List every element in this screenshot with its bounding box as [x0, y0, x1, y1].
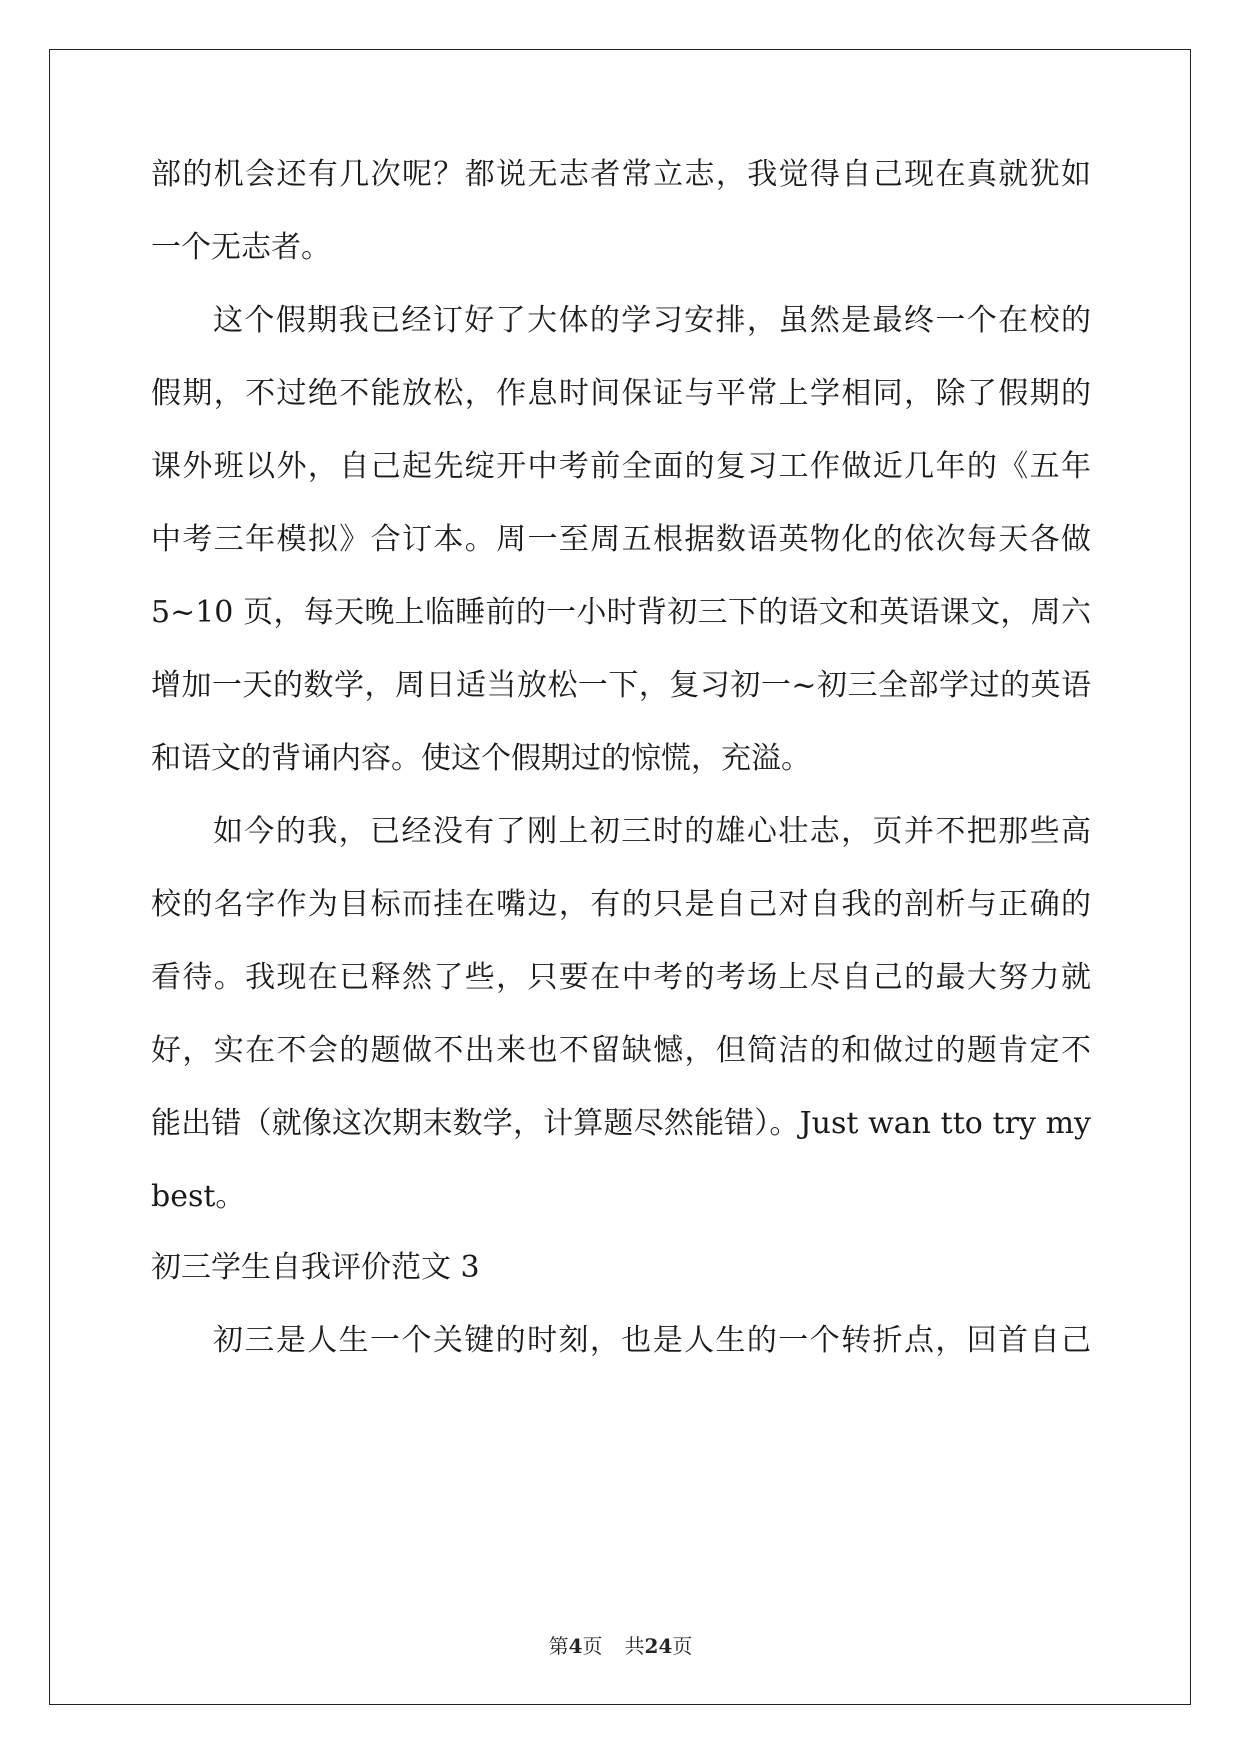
section-heading: 初三学生自我评价范文 3: [151, 1250, 480, 1285]
text-line: 一个无志者。: [151, 230, 331, 265]
text-line: 能出错（就像这次期末数学，计算题尽然能错）。Just wan tto try my: [151, 1106, 1091, 1141]
page-number: 4: [568, 1634, 583, 1658]
text-line: 部的机会还有几次呢？都说无志者常立志，我觉得自己现在真就犹如: [151, 157, 1091, 192]
text-line: 假期，不过绝不能放松，作息时间保证与平常上学相同，除了假期的: [151, 376, 1091, 411]
text-line: 和语文的背诵内容。使这个假期过的惊慌，充溢。: [151, 741, 811, 776]
footer-total-prefix: 共: [624, 1634, 645, 1658]
page-footer: [0, 1630, 1241, 1659]
text-line: 中考三年模拟》合订本。周一至周五根据数语英物化的依次每天各做: [151, 522, 1091, 557]
page-border: [49, 49, 1191, 1705]
text-line: 如今的我，已经没有了刚上初三时的雄心壮志，页并不把那些高: [213, 814, 1091, 849]
text-line: 增加一天的数学，周日适当放松一下，复习初一~初三全部学过的英语: [151, 668, 1091, 703]
footer-page-suffix: 页: [582, 1634, 603, 1658]
text-line: 看待。我现在已释然了些，只要在中考的考场上尽自己的最大努力就: [151, 960, 1091, 995]
footer-total-suffix: 页: [672, 1634, 693, 1658]
text-line: 校的名字作为目标而挂在嘴边，有的只是自己对自我的剖析与正确的: [151, 887, 1091, 922]
text-line: 5~10 页，每天晚上临睡前的一小时背初三下的语文和英语课文，周六: [151, 595, 1091, 630]
text-line: 初三是人生一个关键的时刻，也是人生的一个转折点，回首自己: [213, 1323, 1091, 1358]
text-line: 课外班以外，自己起先绽开中考前全面的复习工作做近几年的《五年: [151, 449, 1091, 484]
text-line: 这个假期我已经订好了大体的学习安排，虽然是最终一个在校的: [213, 303, 1091, 338]
total-pages: 24: [644, 1634, 673, 1658]
footer-prefix: 第: [548, 1634, 569, 1658]
text-line: best。: [151, 1179, 246, 1214]
text-line: 好，实在不会的题做不出来也不留缺憾，但简洁的和做过的题肯定不: [151, 1033, 1091, 1068]
